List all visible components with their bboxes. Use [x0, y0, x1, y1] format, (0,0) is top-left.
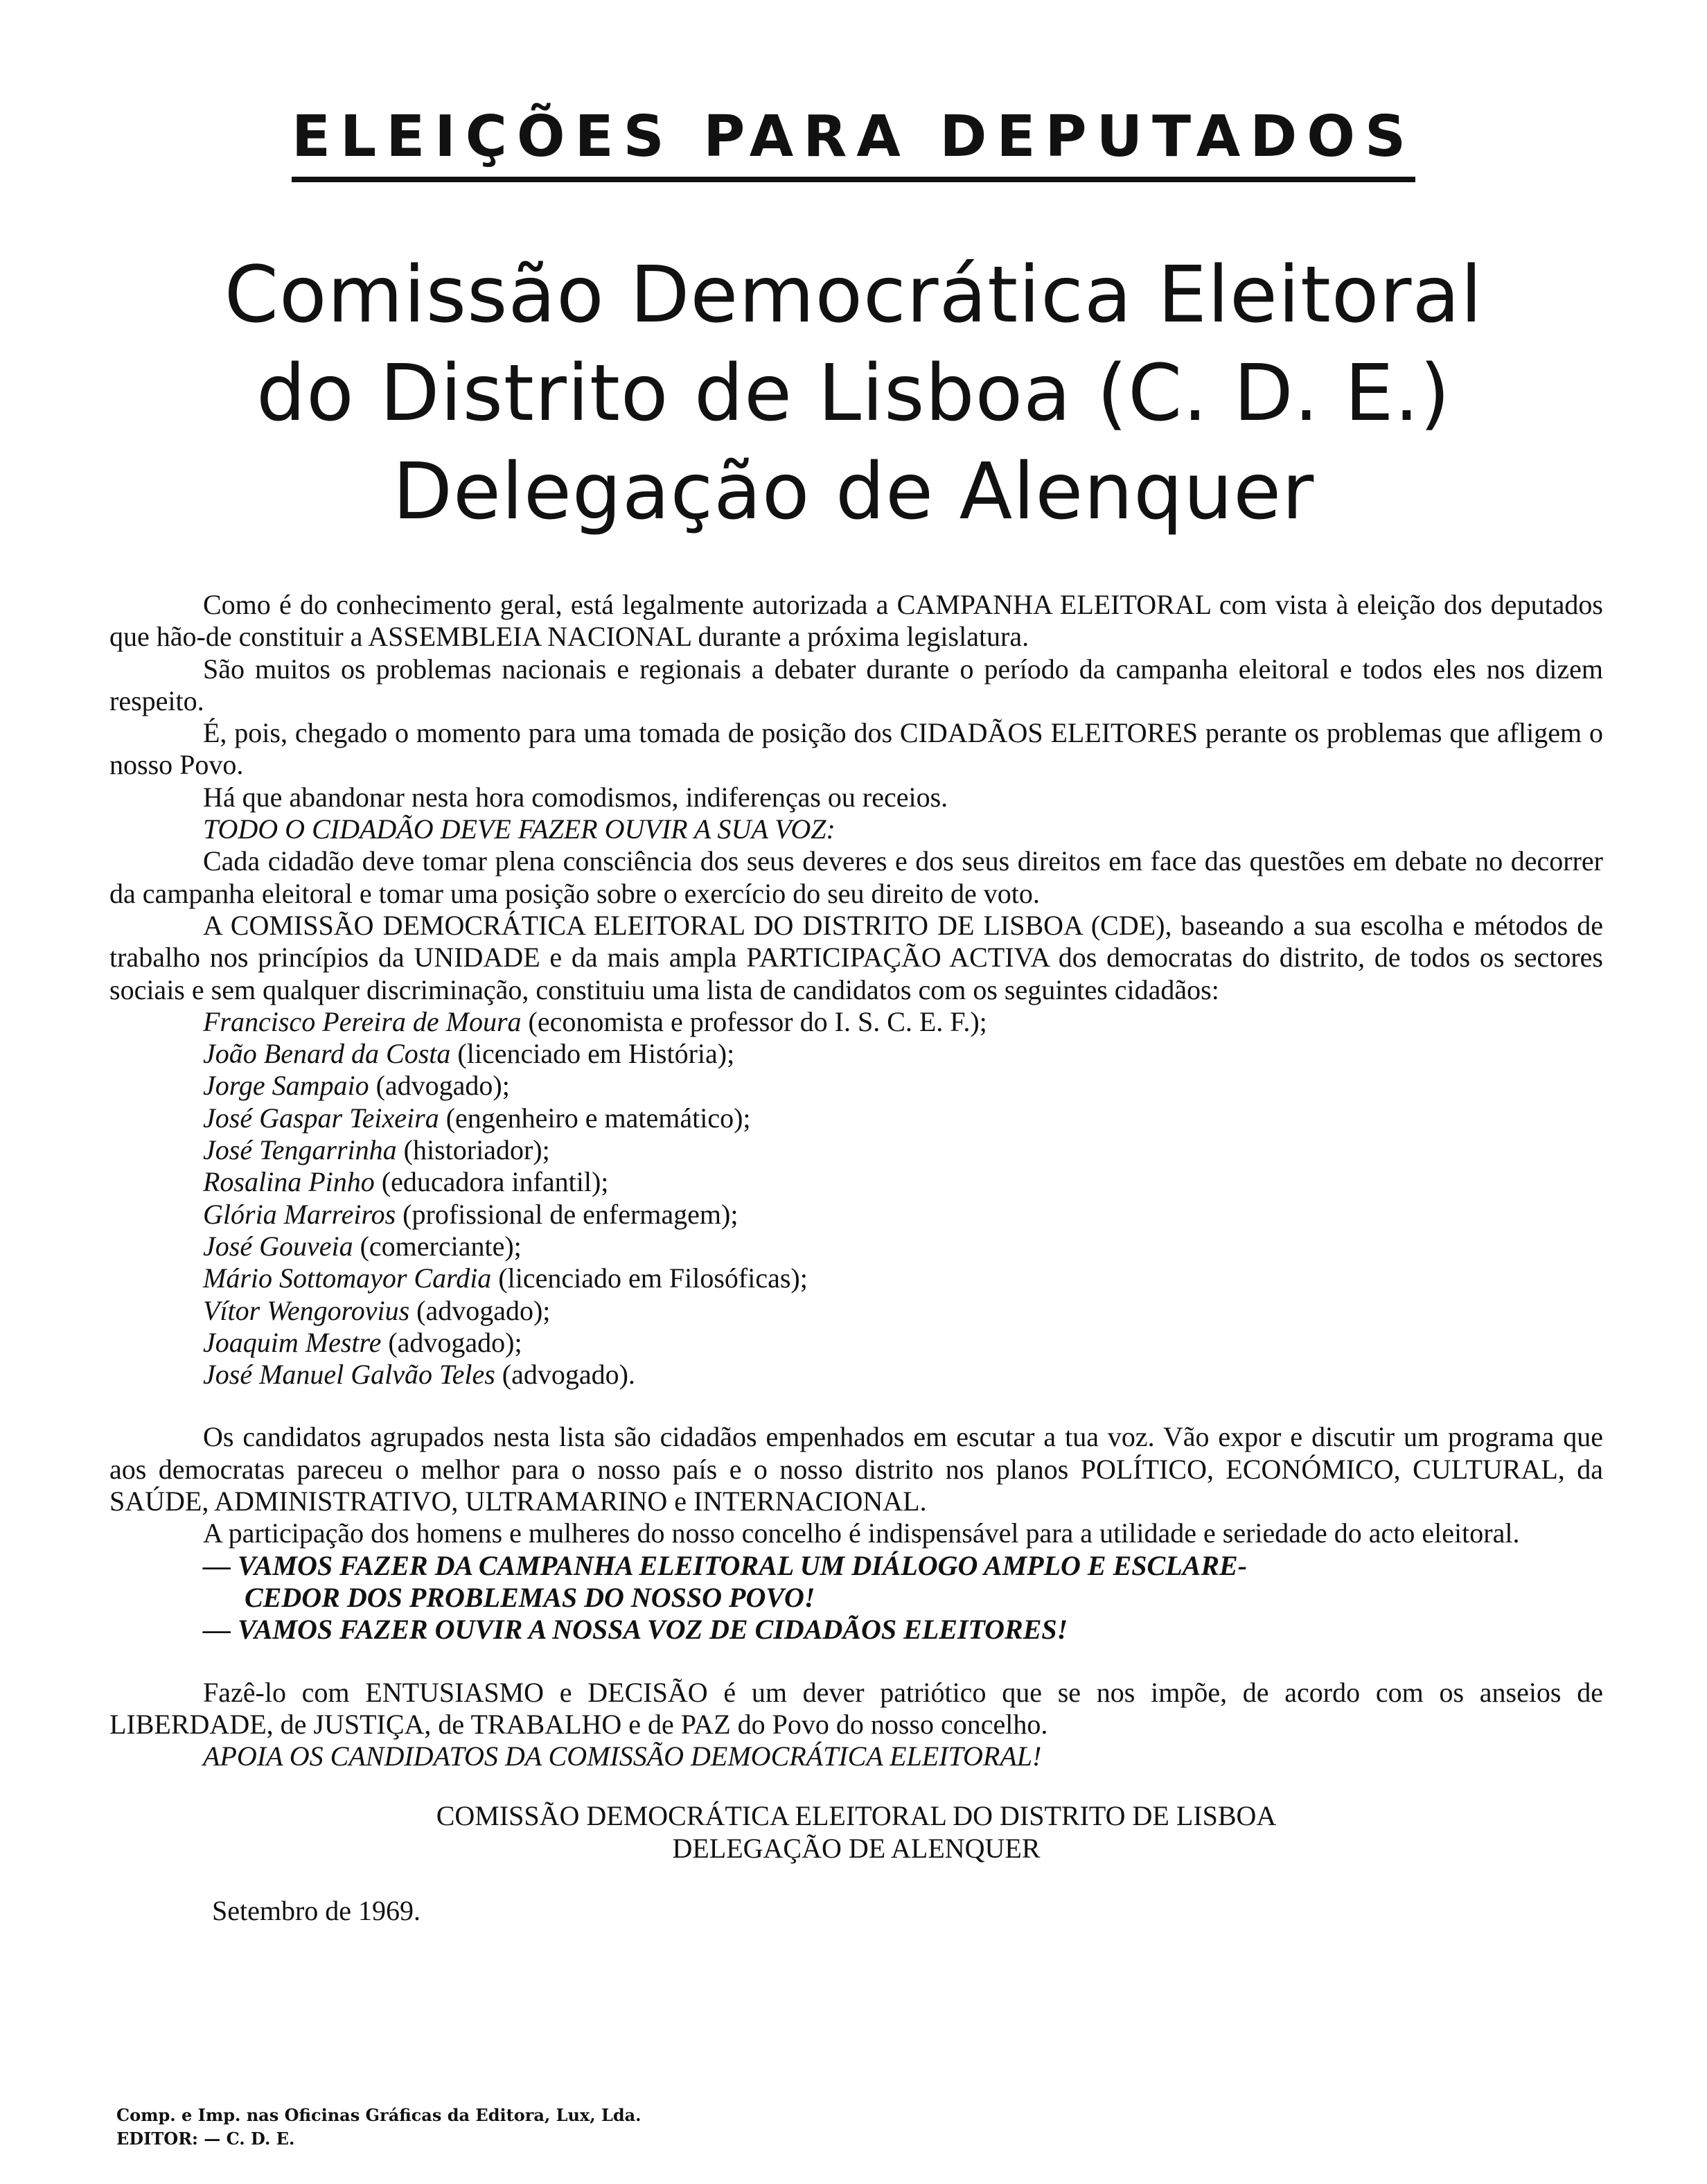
list-item	[109, 1262, 1603, 1294]
paragraph-4: Há que abandonar nesta hora comodismos, indiferenças ou receios.	[203, 781, 948, 813]
candidate-desc: (historiador);	[403, 1134, 550, 1166]
candidate-desc: (licenciado em História);	[457, 1038, 735, 1070]
candidate-name: José Gouveia	[203, 1230, 353, 1262]
imprint-line-1: Comp. e Imp. nas Oficinas Gráficas da Editora, Lux, Lda.	[116, 2105, 642, 2125]
candidate-name: José Tengarrinha	[203, 1134, 397, 1166]
candidate-name: Joaquim Mestre	[203, 1326, 382, 1358]
candidate-name: Jorge Sampaio	[203, 1070, 369, 1102]
slogan-1-part-b: CEDOR DOS PROBLEMAS DO NOSSO POVO!	[245, 1581, 815, 1613]
candidate-desc: (engenheiro e matemático);	[445, 1102, 751, 1134]
imprint-line-2: EDITOR: — C. D. E.	[116, 2129, 295, 2149]
list-item	[109, 1199, 1603, 1231]
candidate-desc: (advogado);	[416, 1294, 551, 1326]
spacer	[109, 1772, 1603, 1800]
paragraph-11: APOIA OS CANDIDATOS DA COMISSÃO DEMOCRÁTICA ELEITORAL!	[203, 1741, 1042, 1772]
slogan-2: — VAMOS FAZER OUVIR A NOSSA VOZ DE CIDADÃOS ELEITORES!	[203, 1614, 1068, 1646]
candidate-name: Mário Sottomayor Cardia	[203, 1262, 492, 1294]
list-item	[109, 1038, 1603, 1070]
candidate-desc: (advogado).	[502, 1359, 635, 1391]
list-item	[109, 1134, 1603, 1166]
paragraph-1: Como é do conhecimento geral, está legalmente autorizada a CAMPANHA ELEITORAL com vista à eleição dos deputados que hão-de constituir a ASSEMBLEIA NACIONAL durante a próxima legislatura.	[109, 589, 1603, 653]
leaflet-date: Setembro de 1969.	[212, 1894, 421, 1926]
candidate-name: Francisco Pereira de Moura	[203, 1005, 522, 1037]
paragraph-10: Fazê-lo com ENTUSIASMO e DECISÃO é um dever patriótico que se nos impõe, de acordo com os anseios de LIBERDADE, de JUSTIÇA, de TRABALHO e de PAZ do Povo do nosso concelho.	[109, 1676, 1603, 1740]
title-line-1: Comissão Democrática Eleitoral	[224, 250, 1483, 340]
spacer	[109, 1646, 1603, 1677]
list-item	[109, 1231, 1603, 1262]
list-item	[109, 1070, 1603, 1102]
candidate-list	[109, 1006, 1603, 1391]
candidate-desc: (advogado);	[375, 1070, 510, 1102]
candidate-name: João Benard da Costa	[203, 1038, 451, 1070]
slogan-1-part-a: — VAMOS FAZER DA CAMPANHA ELEITORAL UM DIÁLOGO AMPLO E ESCLARE-	[203, 1549, 1248, 1581]
candidate-desc: (comerciante);	[360, 1230, 522, 1262]
list-item	[109, 1359, 1603, 1391]
paragraph-6: Cada cidadão deve tomar plena consciência dos seus deveres e dos seus direitos em face das questões em debate no decorrer da campanha eleitoral e tomar uma posição sobre o exercício do seu direito de voto.	[109, 845, 1603, 909]
heading-title: ELEIÇÕES PARA DEPUTADOS	[292, 104, 1415, 182]
candidate-desc: (economista e professor do I. S. C. E. F.);	[528, 1005, 987, 1037]
title-line-2: do Distrito de Lisboa (C. D. E.)	[256, 349, 1451, 439]
list-item	[109, 1327, 1603, 1359]
paragraph-7: A COMISSÃO DEMOCRÁTICA ELEITORAL DO DISTRITO DE LISBOA (CDE), baseando a sua escolha e métodos de trabalho nos princípios da UNIDADE e da mais ampla PARTICIPAÇÃO ACTIVA dos democratas do distrito, de todos os sectores sociais e sem qualquer discriminação, constituiu uma lista de candidatos com os seguintes cidadãos:	[109, 909, 1603, 1005]
signature-line-1: COMISSÃO DEMOCRÁTICA ELEITORAL DO DISTRITO DE LISBOA	[436, 1800, 1277, 1832]
committee-title	[0, 246, 1707, 541]
list-item	[109, 1166, 1603, 1198]
candidate-name: Rosalina Pinho	[203, 1166, 375, 1198]
leaflet-heading	[0, 104, 1707, 170]
candidate-desc: (profissional de enfermagem);	[403, 1198, 738, 1230]
paragraph-5: TODO O CIDADÃO DEVE FAZER OUVIR A SUA VOZ:	[203, 813, 835, 845]
signature-line-2: DELEGAÇÃO DE ALENQUER	[672, 1832, 1041, 1864]
candidate-name: José Manuel Galvão Teles	[203, 1359, 495, 1391]
candidate-name: José Gaspar Teixeira	[203, 1102, 439, 1134]
paragraph-2: São muitos os problemas nacionais e regionais a debater durante o período da campanha eleitoral e todos eles nos dizem respeito.	[109, 653, 1603, 716]
list-item	[109, 1102, 1603, 1134]
list-item	[109, 1295, 1603, 1327]
spacer	[109, 1391, 1603, 1421]
candidate-name: Vítor Wengorovius	[203, 1294, 410, 1326]
paragraph-8: Os candidatos agrupados nesta lista são cidadãos empenhados em escutar a tua voz. Vão expor e discutir um programa que aos democratas pareceu o melhor para o nosso país e o nosso distrito nos planos POLÍTICO, ECONÓMICO, CULTURAL, da SAÚDE, ADMINISTRATIVO, ULTRAMARINO e INTERNACIONAL.	[109, 1421, 1603, 1517]
leaflet-body	[109, 589, 1603, 1927]
title-line-3: Delegação de Alenquer	[392, 447, 1315, 537]
spacer	[109, 1865, 1603, 1895]
list-item	[109, 1006, 1603, 1038]
slogan-1	[109, 1550, 1603, 1614]
candidate-desc: (educadora infantil);	[381, 1166, 609, 1198]
candidate-desc: (advogado);	[388, 1326, 522, 1358]
candidate-desc: (licenciado em Filosóficas);	[498, 1262, 808, 1294]
printer-imprint	[116, 2104, 642, 2151]
paragraph-9: A participação dos homens e mulheres do nosso concelho é indispensável para a utilidade e seriedade do acto eleitoral.	[203, 1517, 1520, 1549]
candidate-name: Glória Marreiros	[203, 1198, 396, 1230]
paragraph-3: É, pois, chegado o momento para uma tomada de posição dos CIDADÃOS ELEITORES perante os problemas que afligem o nosso Povo.	[109, 717, 1603, 781]
